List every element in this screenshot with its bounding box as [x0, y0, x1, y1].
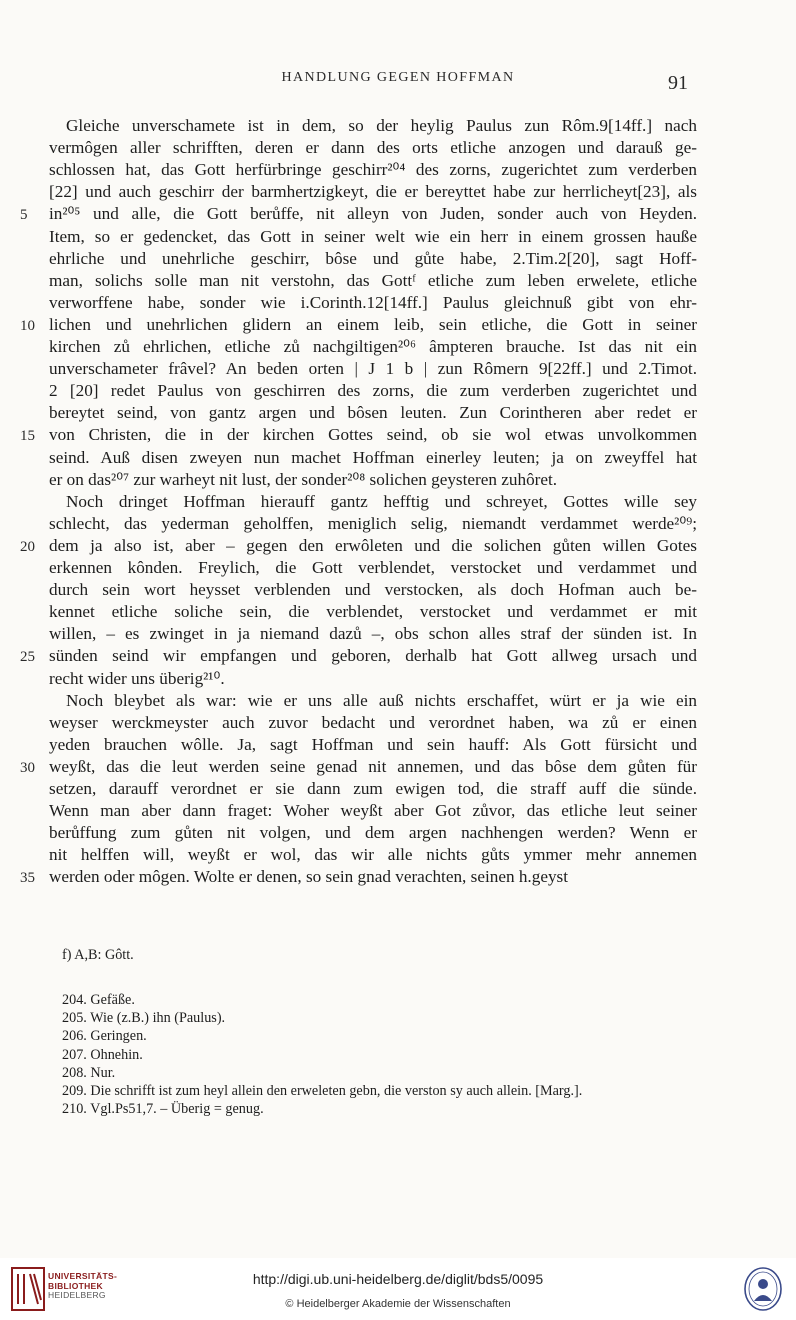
footnote: 207. Ohnehin. [62, 1047, 143, 1063]
text-line: recht wider uns überig²¹⁰. [49, 669, 225, 688]
text-line: Noch dringet Hoffman hierauff gantz hefftig und schreyet, Gottes wille sey [66, 492, 697, 511]
text-line: erkennen kônden. Freylich, die Gott verblendet, verstocket und verdammet und [49, 558, 697, 577]
text-line: yeden brauchen wôlle. Ja, sagt Hoffman und sein hauff: Als Gott fürsicht und [49, 735, 697, 754]
text-line: in²⁰⁵ und alle, die Gott berůffe, nit alleyn von Juden, sonder auch von Heyden. [49, 204, 697, 223]
text-line: Wenn man aber dann fraget: Woher weyßt aber Got zůvor, das etliche leut seiner [49, 801, 697, 820]
text-line: durch sein wort heysset verblenden und verstocken, als doch Hofman auch be- [49, 580, 697, 599]
text-line: ehrliche und unehrliche geschirr, bôse und gůte habe, 2.Tim.2[20], sagt Hoff- [49, 249, 697, 268]
text-line: er on das²⁰⁷ zur warheyt nit lust, der sonder²⁰⁸ solichen geysteren zuhôret. [49, 470, 558, 489]
text-line: kennet etliche soliche sein, die verblendet, verstocket und verdammet er mit [49, 602, 697, 621]
footnote: 210. Vgl.Ps51,7. – Überig = genug. [62, 1101, 264, 1117]
footnote: 206. Geringen. [62, 1028, 147, 1044]
text-line: von Christen, die in der kirchen Gottes seind, ob sie wol etwas unvolkommen [49, 425, 697, 444]
text-line: 2 [20] redet Paulus von geschirren des zorns, die zum verderben zugerichtet und [49, 381, 697, 400]
text-line: Gleiche unverschamete ist in dem, so der heylig Paulus zun Rôm.9[14ff.] nach [66, 116, 697, 135]
academy-seal-icon [742, 1265, 784, 1313]
library-name-line1: UNIVERSITÄTS- [48, 1271, 118, 1281]
line-number: 15 [20, 428, 35, 444]
library-name-line2: BIBLIOTHEK [48, 1280, 103, 1291]
text-line: nit helffen will, weyßt er wol, das wir alle nichts gůts ymmer mehr annemen [49, 845, 697, 864]
footer-bar [0, 1258, 796, 1320]
line-number: 30 [20, 760, 35, 776]
running-head: HANDLUNG GEGEN HOFFMAN [281, 70, 515, 85]
text-line: weyser werckmeyster auch zuvor bedacht und verordnet haben, wa zů er einen [49, 713, 697, 732]
text-line: bereytet seind, von gantz argen und bôsen leuten. Zun Corintheren aber redet er [49, 403, 697, 422]
text-line: lichen und unehrlichen glidern an einem leib, sein etliche, die Gott in seiner [49, 315, 697, 334]
page-number: 91 [668, 72, 688, 94]
text-line: vermôgen aller schrifften, deren er dann des orts etliche anzogen und darauß ge- [49, 138, 697, 157]
text-line: [22] und auch geschirr der barmhertzigkeyt, die er bereyttet habe zur herrlicheyt[23], als [49, 182, 697, 201]
text-line: Noch bleybet als war: wie er uns alle auß nichts erschaffet, würt er ja wie ein [66, 691, 697, 710]
text-line: berůffung zum gůten nit volgen, und dem argen nachhengen werden? Wenn er [49, 823, 697, 842]
line-number: 10 [20, 318, 35, 334]
text-line: Item, so er gedencket, das Gott in seiner welt wie ein herr in einem grossen hauße [49, 227, 697, 246]
text-line: schlossen hat, das Gott herfürbringe geschirr²⁰⁴ des zorns, zugerichtet zum verderben [49, 160, 697, 179]
permalink-url[interactable]: http://digi.ub.uni-heidelberg.de/diglit/bds5/0095 [252, 1271, 544, 1287]
text-line: willen, – es zwinget in ja niemand dazů –, obs schon alles straf der sünden ist. In [49, 624, 697, 643]
footnote: 209. Die schrifft ist zum heyl allein den erweleten gebn, die verston sy auch allein. [Marg.]. [62, 1083, 583, 1099]
footnote: 205. Wie (z.B.) ihn (Paulus). [62, 1010, 226, 1026]
line-number: 5 [20, 207, 28, 223]
footnote: 204. Gefäße. [62, 992, 135, 1008]
text-line: werden oder môgen. Wolte er denen, so sein gnad verachten, seinen h.geyst [49, 867, 569, 886]
text-line: dem ja also ist, aber – gegen den erwôleten und die solichen gůten willen Gotes [49, 536, 697, 555]
line-number: 35 [20, 870, 35, 886]
text-line: seind. Auß disen zweyen nun machet Hoffman einerley leuten; ja on zweyffel hat [49, 448, 697, 467]
text-line: setzen, darauff verordnet er sie dann zum ewigen tod, die straff auff die sünde. [49, 779, 697, 798]
library-name-line3: HEIDELBERG [48, 1290, 106, 1300]
text-line: sünden seind wir empfangen und geboren, derhalb hat Gott allweg ursach und [49, 646, 697, 665]
footnote: 208. Nur. [62, 1065, 116, 1081]
text-line: weyßt, das die leut werden seine genad nit annemen, und das bôse dem gůten für [49, 757, 697, 776]
text-line: unverschameter frâvel? An beden orten | J 1 b | zun Rômern 9[22ff.] und 2.Timot. [49, 359, 697, 378]
copyright-text: © Heidelberger Akademie der Wissenschaften [285, 1298, 511, 1310]
text-line: verworffene habe, sonder wie i.Corinth.12[14ff.] Paulus gleichnuß gibt von ehr- [49, 293, 697, 312]
text-line: schlecht, das yederman geholffen, meniglich selig, niemandt verdammet werde²⁰⁹; [49, 514, 697, 533]
line-number: 25 [20, 649, 35, 665]
textual-note: f) A,B: Gôtt. [62, 947, 134, 963]
line-number: 20 [20, 539, 35, 555]
text-line: man, solichs solle man nit verstohn, das Gottᶠ etliche zum leben erwelete, etliche [49, 271, 697, 290]
text-line: kirchen zů ehrlichen, etliche zů nachgiltigen²⁰⁶ âmpteren brauche. Ist das nit ein [49, 337, 697, 356]
